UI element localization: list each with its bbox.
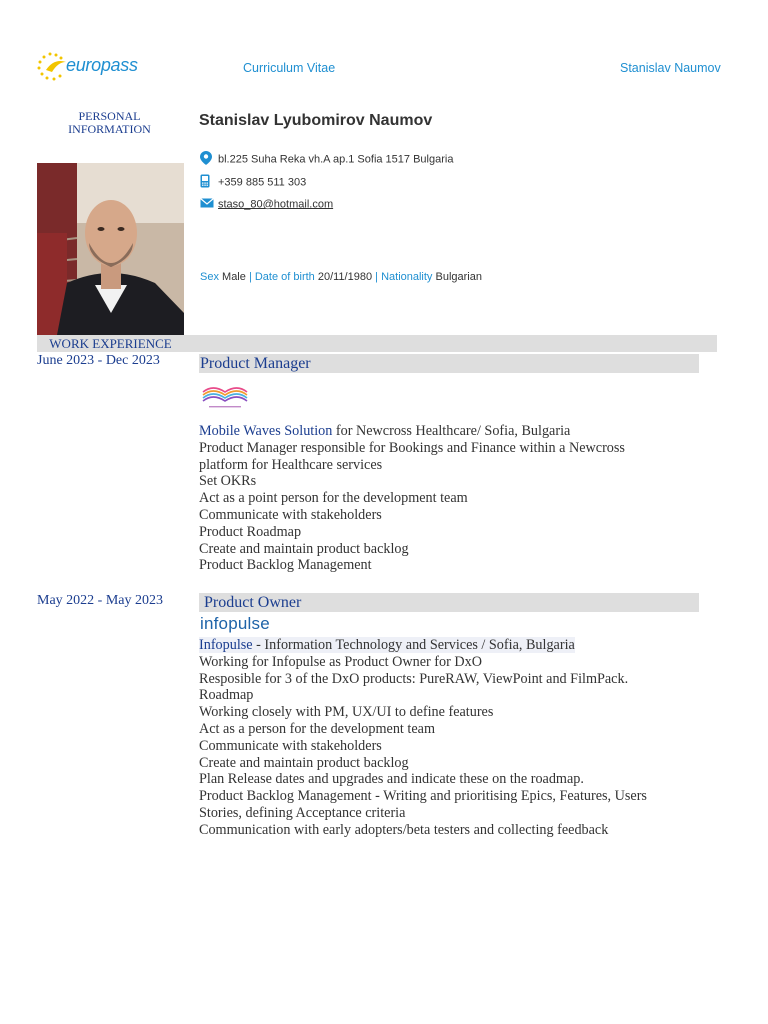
duty-line: Stories, defining Acceptance criteria	[199, 804, 406, 821]
dob-value: 20/11/1980	[317, 271, 373, 283]
duty-line: platform for Healthcare services	[199, 456, 383, 473]
employer-name: Infopulse	[199, 637, 253, 653]
duty-line: Product Backlog Management	[199, 557, 372, 574]
duty-line: Working closely with PM, UX/UI to define features	[199, 704, 494, 721]
job-description	[199, 637, 699, 839]
duty-line: Communicate with stakeholders	[199, 737, 382, 754]
nationality-value: Bulgarian	[435, 271, 482, 283]
envelope-icon	[200, 198, 214, 211]
employer-line	[199, 423, 699, 440]
employer-details: - Information Technology and Services / Sofia, Bulgaria	[252, 637, 575, 653]
email-link[interactable]: staso_80@hotmail.com	[218, 198, 334, 211]
mobile-phone-icon	[200, 174, 214, 191]
duty-line: Product Backlog Management - Writing and prioritising Epics, Features, Users	[199, 788, 647, 805]
location-pin-icon	[200, 151, 214, 168]
infopulse-logo: infopulse	[200, 614, 270, 633]
job-description	[199, 423, 699, 574]
full-name: Stanislav Lyubomirov Naumov	[199, 112, 433, 129]
address-text: bl.225 Suha Reka vh.A ap.1 Sofia 1517 Bulgaria	[218, 153, 454, 166]
job-title: Product Manager	[200, 355, 311, 372]
europass-logo-text: europass	[66, 55, 138, 75]
address-row	[200, 151, 453, 168]
duty-line: Product Manager responsible for Bookings and Finance within a Newcross	[199, 439, 625, 456]
duty-line: Resposible for 3 of the DxO products: PureRAW, ViewPoint and FilmPack.	[199, 670, 629, 687]
duty-line: Communicate with stakeholders	[199, 506, 382, 523]
duty-line: Act as a point person for the development team	[199, 490, 468, 507]
duty-line: Product Roadmap	[199, 523, 302, 540]
duty-line: Set OKRs	[199, 473, 257, 490]
personal-info-label	[37, 110, 182, 136]
personal-details	[200, 271, 482, 283]
duty-line: Roadmap	[199, 687, 254, 704]
separator: |	[248, 271, 252, 283]
job-date: May 2022 - May 2023	[37, 593, 163, 608]
duty-line: Act as a person for the development team	[199, 720, 435, 737]
document-title: Curriculum Vitae	[243, 61, 336, 75]
work-experience-label: WORK EXPERIENCE	[49, 336, 172, 351]
job-date: June 2023 - Dec 2023	[37, 353, 160, 368]
sex-value: Male	[222, 271, 246, 283]
mobile-waves-logo-icon	[200, 384, 250, 415]
phone-row	[200, 174, 306, 191]
separator: |	[375, 271, 379, 283]
duty-line: Working for Infopulse as Product Owner for DxO	[199, 653, 482, 670]
employer-name: Mobile Waves Solution	[199, 423, 333, 439]
nationality-label: Nationality	[381, 271, 433, 283]
email-row[interactable]	[200, 198, 333, 211]
duty-line: Create and maintain product backlog	[199, 754, 409, 771]
duty-line: Plan Release dates and upgrades and indicate these on the roadmap.	[199, 771, 584, 788]
phone-text: +359 885 511 303	[218, 176, 307, 189]
personal-info-label-line1: PERSONAL	[78, 109, 141, 123]
job-title: Product Owner	[204, 594, 302, 611]
employer-line	[199, 637, 699, 654]
profile-photo	[37, 163, 184, 335]
personal-info-label-line2: INFORMATION	[68, 122, 151, 136]
dob-label: Date of birth	[254, 271, 315, 283]
header-person-name: Stanislav Naumov	[620, 61, 721, 75]
employer-details: for Newcross Healthcare/ Sofia, Bulgaria	[332, 423, 571, 439]
sex-label: Sex	[200, 271, 219, 283]
duty-line: Communication with early adopters/beta testers and collecting feedback	[199, 821, 609, 838]
duty-line: Create and maintain product backlog	[199, 540, 409, 557]
